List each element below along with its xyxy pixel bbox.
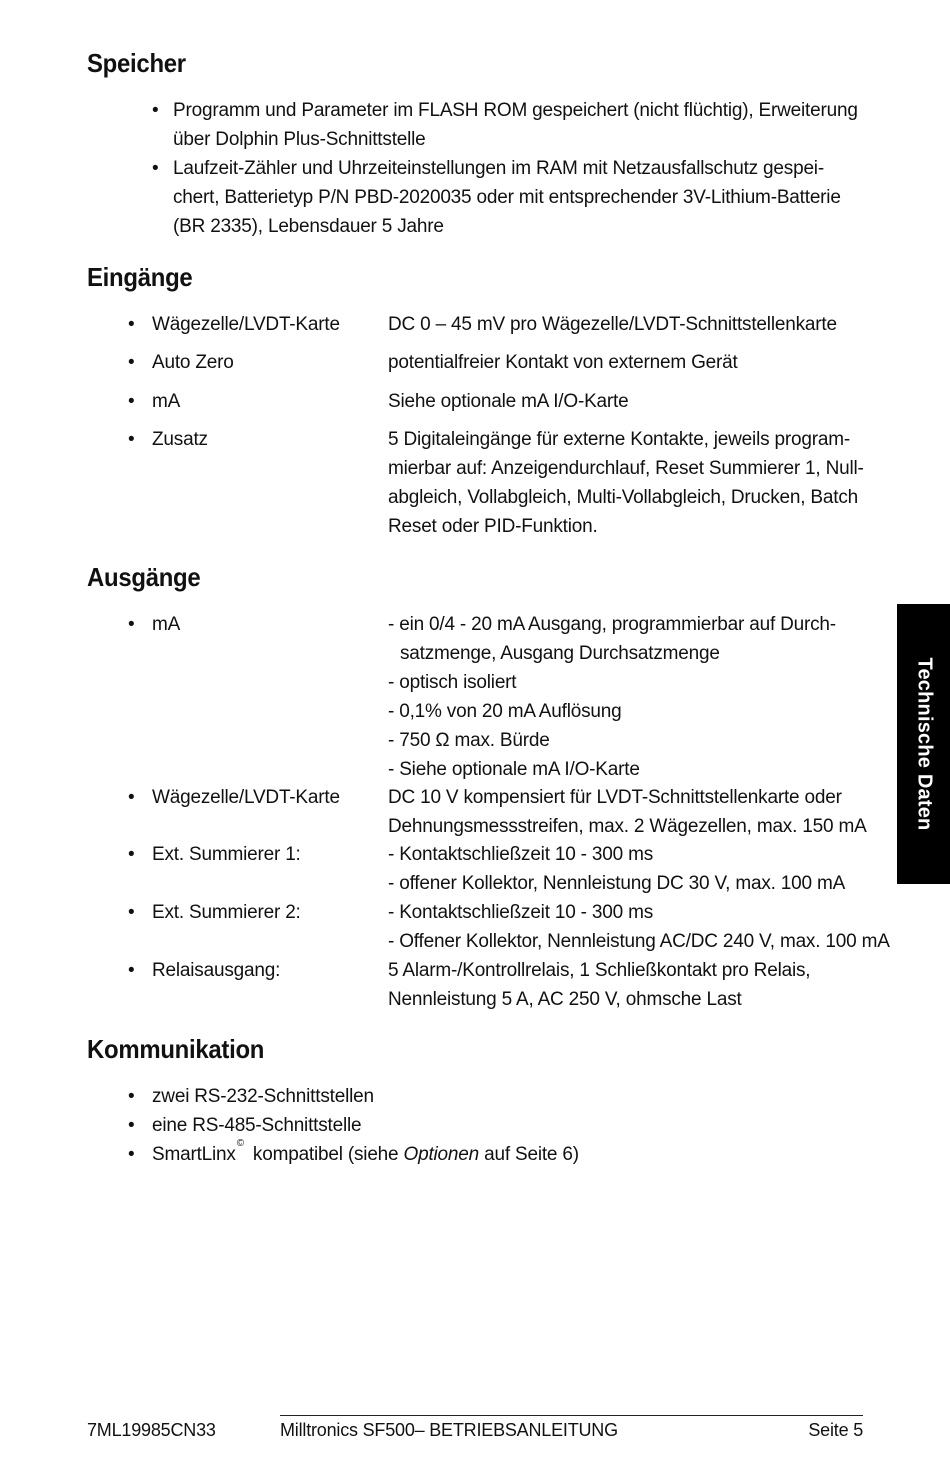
spec-desc-line: DC 10 V kompensiert für LVDT-Schnittstellenkarte oder <box>388 787 842 808</box>
spec-desc-line: 5 Alarm-/Kontrollrelais, 1 Schließkontakt pro Relais, <box>388 960 811 981</box>
side-tab-label: Technische Daten <box>913 657 935 831</box>
spec-label: Wägezelle/LVDT-Karte <box>152 314 340 335</box>
spec-desc-line: - Kontaktschließzeit 10 - 300 ms <box>388 844 653 865</box>
list-item <box>128 1111 868 1140</box>
bullet-icon: • <box>128 960 135 981</box>
footer-rule <box>280 1415 863 1416</box>
list-item-text: zwei RS-232-Schnittstellen <box>152 1086 374 1107</box>
spec-label: Wägezelle/LVDT-Karte <box>152 787 340 808</box>
bullet-icon: • <box>128 614 135 635</box>
spec-desc <box>388 783 868 841</box>
spec-label: mA <box>152 391 181 412</box>
spec-label: Ext. Summierer 1: <box>152 844 301 865</box>
list-item <box>152 96 862 154</box>
list-item-line: über Dolphin Plus-Schnittstelle <box>173 129 426 150</box>
bullet-icon: • <box>152 158 159 179</box>
bullet-icon: • <box>128 787 135 808</box>
spec-desc-line: - 750 Ω max. Bürde <box>388 730 550 751</box>
side-tab <box>897 604 950 884</box>
list-item-line: chert, Batterietyp P/N PBD-2020035 oder mit entsprechender 3V-Lithium-Batterie <box>173 187 841 208</box>
spec-desc-line: - Siehe optionale mA I/O-Karte <box>388 759 640 780</box>
spec-desc <box>388 310 868 339</box>
spec-desc-line: - ein 0/4 - 20 mA Ausgang, programmierbar auf Durch- <box>388 614 836 635</box>
spec-desc <box>388 840 868 898</box>
spec-desc-line: 5 Digitaleingänge für externe Kontakte, jeweils program- <box>388 429 850 450</box>
bullet-icon: • <box>128 391 135 412</box>
spec-desc-line: Nennleistung 5 A, AC 250 V, ohmsche Last <box>388 989 742 1010</box>
footer-doc-number: 7ML19985CN33 <box>87 1420 216 1440</box>
copyright-mark: © <box>236 1138 244 1149</box>
spec-desc-line: - 0,1% von 20 mA Auflösung <box>388 701 622 722</box>
bullet-icon: • <box>128 844 135 865</box>
smartlinx-text: kompatibel (siehe <box>252 1144 404 1165</box>
list-item <box>128 1082 868 1111</box>
spec-label: Ext. Summierer 2: <box>152 902 301 923</box>
spec-label: Relaisausgang: <box>152 960 281 981</box>
speicher-list <box>152 96 862 241</box>
spec-desc-line: - offener Kollektor, Nennleistung DC 30 V, max. 100 mA <box>388 873 846 894</box>
spec-desc-line: mierbar auf: Anzeigendurchlauf, Reset Summierer 1, Null- <box>388 458 864 479</box>
list-item-text <box>152 1140 579 1172</box>
bullet-icon: • <box>128 1086 135 1107</box>
optionen-reference: Optionen <box>403 1144 480 1165</box>
spec-desc <box>388 610 868 784</box>
list-item <box>128 1140 868 1169</box>
heading-ausgaenge: Ausgänge <box>87 562 201 592</box>
spec-desc-line: potentialfreier Kontakt von externem Gerät <box>388 352 738 373</box>
spec-label: Auto Zero <box>152 352 234 373</box>
footer-title: Milltronics SF500– BETRIEBSANLEITUNG <box>280 1420 618 1440</box>
spec-desc <box>388 956 868 1014</box>
list-item-text: eine RS-485-Schnittstelle <box>152 1115 362 1136</box>
bullet-icon: • <box>128 1144 135 1165</box>
bullet-icon: • <box>128 902 135 923</box>
bullet-icon: • <box>152 100 159 121</box>
spec-label: Zusatz <box>152 429 208 450</box>
footer-page-number: Seite 5 <box>808 1420 863 1440</box>
smartlinx-text-end: auf Seite 6) <box>479 1144 579 1165</box>
spec-desc <box>388 348 868 377</box>
heading-speicher: Speicher <box>87 48 186 78</box>
spec-desc-line: Dehnungsmessstreifen, max. 2 Wägezellen, max. 150 mA <box>388 816 867 837</box>
heading-kommunikation: Kommunikation <box>87 1034 265 1064</box>
spec-desc <box>388 425 868 541</box>
spec-desc-line: - Offener Kollektor, Nennleistung AC/DC 240 V, max. 100 mA <box>388 931 890 952</box>
spec-desc <box>388 898 890 956</box>
heading-eingaenge: Eingänge <box>87 262 193 292</box>
spec-desc-line: satzmenge, Ausgang Durchsatzmenge <box>400 643 720 664</box>
smartlinx-name: SmartLinx <box>152 1144 236 1165</box>
list-item-line: (BR 2335), Lebensdauer 5 Jahre <box>173 216 444 237</box>
bullet-icon: • <box>128 429 135 450</box>
bullet-icon: • <box>128 352 135 373</box>
spec-label: mA <box>152 614 181 635</box>
spec-desc-line: Siehe optionale mA I/O-Karte <box>388 391 629 412</box>
spec-desc-line: DC 0 – 45 mV pro Wägezelle/LVDT-Schnittstellenkarte <box>388 314 837 335</box>
spec-desc-line: - optisch isoliert <box>388 672 517 693</box>
list-item <box>152 154 862 241</box>
spec-desc-line: - Kontaktschließzeit 10 - 300 ms <box>388 902 653 923</box>
spec-desc-line: Reset oder PID-Funktion. <box>388 516 598 537</box>
bullet-icon: • <box>128 1115 135 1136</box>
bullet-icon: • <box>128 314 135 335</box>
list-item-line: Programm und Parameter im FLASH ROM gespeichert (nicht flüchtig), Erweiterung <box>173 100 858 121</box>
list-item-line: Laufzeit-Zähler und Uhrzeiteinstellungen im RAM mit Netzausfallschutz gespei- <box>173 158 824 179</box>
spec-desc <box>388 387 868 416</box>
spec-desc-line: abgleich, Vollabgleich, Multi-Vollabgleich, Drucken, Batch <box>388 487 859 508</box>
